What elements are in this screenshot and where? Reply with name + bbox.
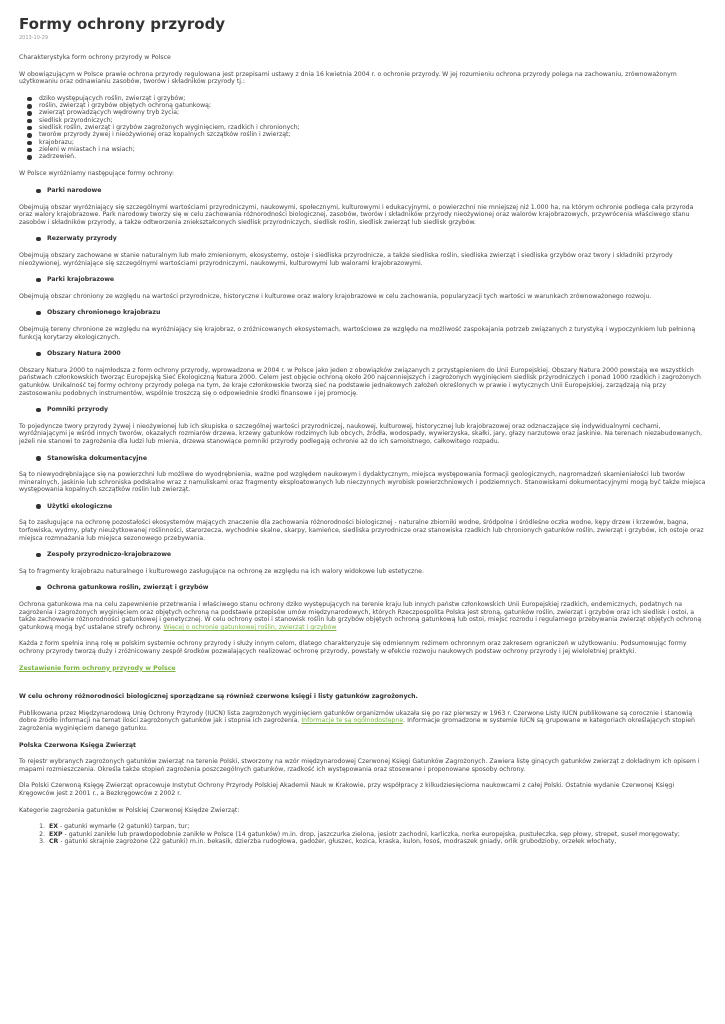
category-code: CR [49, 838, 59, 846]
polish-book-paragraph: To rejestr wybranych zagrożonych gatunków zwierząt na terenie Polski, stworzony na wzór międzynarodowej Czerwonej Księgi Gatunków Zagrożonych. Zawiera listę ginących gatunków zwierząt z dokładnym ich opisem i mapami rozmieszczenia. Określa także stopień zagrożenia poszczególnych gatunków, rzadkość ich występowania oraz stosowane i proponowane sposoby ochrony. [19, 758, 700, 773]
forms-sections [19, 187, 707, 631]
section-text [19, 204, 707, 227]
article-subtitle: Charakterystyka form ochrony przyrody w Polsce [19, 54, 171, 61]
page-title: Formy ochrony przyrody [19, 15, 226, 33]
category-description: - gatunki wymarłe (2 gatunki) tarpan, tur; [58, 823, 190, 831]
categories-intro: Kategorie zagrożenia gatunków w Polskiej Czerwonej Księdze Zwierząt: [19, 806, 240, 814]
red-book-heading: W celu ochrony różnorodności biologicznej sporządzane są również czerwone księgi i listy gatunków zagrożonych. [19, 693, 418, 701]
section-heading: Obszary chronionego krajobrazu [19, 309, 707, 317]
section-text-body: Obejmują obszary zachowane w stanie naturalnym lub mało zmienionym, ekosystemy, ostoje i siedliska przyrodnicze, a także siedliska roślin, siedliska zwierząt i siedliska grzybów oraz twory i składniki przyrody nieożywionej, wyróżniające się szczególnymi wartościami przyrodniczymi, naukowymi, kulturowymi lub walorami krajobrazowymi. [19, 252, 673, 267]
iucn-link[interactable]: Informacje te są ogólnodostępne [301, 717, 404, 725]
list-item: zwierząt prowadzących wędrowny tryb życia; [39, 109, 707, 116]
list-item: zadrzewień. [39, 153, 707, 160]
category-code: EX [49, 823, 58, 831]
list-item: dziko występujących roślin, zwierząt i grzybów; [39, 95, 707, 102]
section-text [19, 326, 707, 341]
summary-link[interactable]: Zestawienie form ochrony przyrody w Polsce [19, 664, 176, 672]
section-text-body: Ochrona gatunkowa ma na celu zapewnienie przetrwania i właściwego stanu ochrony dziko występujących na terenie kraju lub innych państw członkowskich Unii Europejskiej rzadkich, endemicznych, podatnych na zagrożenia i zagrożonych wyginięciem oraz objętych ochroną na podstawie przepisów umów międzynarodowych, których Rzeczpospolita Polska jest stroną, gatunków roślin, zwierząt i grzybów oraz ich siedlisk i ostoi, a także zachowanie różnorodności gatunkowej i genetycznej. W celu ochrony ostoi i stanowisk roślin lub grzybów objętych ochroną gatunkową lub ostoi, miejsc rozrodu i regularnego przebywania zwierząt objętych ochroną gatunkową mogą być ustalane strefy ochrony. [19, 601, 702, 631]
list-item: siedlisk przyrodniczych; [39, 117, 707, 124]
section-text-body: Obszary Natura 2000 to najmłodsza z form ochrony przyrody, wprowadzona w 2004 r. w Polsce jako jeden z obowiązków związanych z przystąpieniem do Unii Europejskiej. Obszary Natura 2000 powstają we wszystkich państwach członkowskich tworząc Europejską Sieć Ekologiczną Natura 2000. Celem jest objęcie ochroną około 200 najcenniejszych i zagrożonych wyginięciem siedlisk przyrodniczych i ponad 1000 rzadkich i zagrożonych gatunków. Unikalność tej formy ochrony przyrody polega na tym, że kraje członkowskie tworzą sieć na podstawie jednakowych założeń określonych w prawie i wytycznych Unii Europejskiej, zarządzają nią przy zastosowaniu podobnych instrumentów, wspólnie troszczą się o odpowiednie środki finansowe i jej promocję. [19, 366, 701, 397]
protected-resources-list [19, 95, 707, 161]
section-text-body: Są to zasługujące na ochronę pozostałości ekosystemów mających znaczenie dla zachowania różnorodności biologicznej - naturalne zbiorniki wodne, śródpolne i śródleśne oczka wodne, kępy drzew i krzewów, bagna, torfowiska, wydmy, płaty nieużytkowanej roślinności, starorzecza, wychodnie skalne, skarpy, kamieńce, siedliska przyrodnicze oraz stanowiska rzadkich lub chronionych gatunków roślin, zwierząt i grzybów, ich ostoje oraz miejsca rozmnażania lub miejsca sezonowego przebywania. [19, 519, 704, 542]
red-book-text-2: . Informacje gromadzone w systemie IUCN są grupowane w kategoriach określających stopień zagrożenia wyginięciem danego gatunku. [19, 717, 695, 732]
section-text [19, 471, 707, 494]
list-item: siedlisk roślin, zwierząt i grzybów zagrożonych wyginięciem, rzadkich i chronionych; [39, 124, 707, 131]
section-text-body: Są to fragmenty krajobrazu naturalnego i kulturowego zasługujące na ochronę ze względu na ich walory widokowe lub estetyczne. [19, 567, 424, 575]
polish-book-heading: Polska Czerwona Księga Zwierząt [19, 741, 136, 749]
publish-date: 2013-10-29 [19, 35, 49, 41]
red-book-text-1: Publikowana przez Międzynarodową Unię Ochrony Przyrody (IUCN) lista zagrożonych wyginięciem gatunków organizmów ukazała się po raz pierwszy w 1963 r. Czerwone Listy IUCN publikowane są corocznie i stanowią dobre źródło informacji na temat ilości zagrożonych gatunków jak i stopnia ich zagrożenia. [19, 709, 693, 725]
category-item [47, 823, 707, 831]
list-item: zieleni w miastach i na wsiach; [39, 146, 707, 153]
section-text-body: Są to niewyodrębniające się na powierzchni lub możliwe do wyodrębnienia, ważne pod względem naukowym i dydaktycznym, miejsca występowania formacji geologicznych, nagromadzeń skamieniałości lub tworów mineralnych, jaskinie lub schroniska podskalne wraz z namuliskami oraz fragmenty eksploatowanych lub nieczynnych wyrobisk powierzchniowych i podziemnych. Stanowiskami dokumentacyjnymi mogą być także miejsca występowania kopalnych szczątków roślin lub zwierząt. [19, 471, 706, 494]
section-heading: Zespoły przyrodniczo-krajobrazowe [19, 551, 707, 559]
section-heading: Obszary Natura 2000 [19, 350, 707, 358]
section-text [19, 252, 707, 267]
section-text [19, 293, 707, 301]
intro-paragraph: W obowiązującym w Polsce prawie ochrona przyrody regulowana jest przepisami ustawy z dnia 16 kwietnia 2004 r. o ochronie przyrody. W jej rozumieniu ochrona przyrody polega na zachowaniu, zrównoważonym użytkowaniu oraz odnawianiu zasobów, tworów i składników przyrody tj.: [19, 70, 677, 86]
section-heading: Ochrona gatunkowa roślin, zwierząt i grzybów [19, 584, 707, 592]
species-protection-link[interactable]: Więcej o ochronie gatunkowej roślin, zwierząt i grzybów [163, 623, 337, 631]
summary-link-row [19, 665, 707, 673]
category-description: - gatunki zanikłe lub prawdopodobnie zanikłe w Polsce (14 gatunków) m.in. drop, jaszczurka zielona, jesiotr zachodni, karliczka, norka europejska, pustułeczka, sęp płowy, strepet, suseł moręgowaty; [62, 830, 680, 838]
category-description: - gatunki skrajnie zagrożone (22 gatunki) m.in. bekasik, dzierzba rudogłowa, gadożer, głuszec, kozica, kraska, kulon, łosoś, modraszek gniady, orlik grubodzioby, orzełek włochaty, [58, 838, 617, 846]
section-text [19, 568, 707, 576]
forms-intro: W Polsce wyróżniamy następujące formy ochrony: [19, 170, 175, 178]
section-text [19, 601, 707, 631]
category-item [47, 838, 707, 846]
section-heading: Rezerwaty przyrody [19, 235, 707, 243]
section-text-body: Obejmują obszar chroniony ze względu na wartości przyrodnicze, historyczne i kulturowe oraz walory krajobrazowe w celu zachowania, popularyzacji tych wartości w warunkach zrównoważonego rozwoju. [19, 292, 652, 300]
section-text [19, 367, 707, 397]
section-text-body: Obejmują obszar wyróżniający się szczególnymi wartościami przyrodniczymi, naukowymi, społecznymi, kulturowymi i edukacyjnymi, o powierzchni nie mniejszej niż 1.000 ha, na którym ochronie podlega cała przyroda oraz walory krajobrazowe. Park narodowy tworzy się w celu zachowania różnorodności biologicznej, zasobów, tworów i składników przyrody nieożywionej oraz walorów krajobrazowych, przywrócenia właściwego stanu zasobów i składników przyrody, a także odtworzenia zniekształconych siedlisk przyrodniczych, siedlisk roślin, siedlisk zwierząt lub siedlisk grzybów. [19, 203, 694, 226]
polish-book-paragraph-2: Dla Polski Czerwoną Księgę Zwierząt opracowuje Instytut Ochrony Przyrody Polskiej Akademii Nauk w Krakowie, przy współpracy z kilkudziesięcioma naukowcami z całej Polski. Ostatnie wydanie Czerwonej Księgi Kręgowców jest z 2001 r., a Bezkręgowców z 2002 r. [19, 782, 675, 797]
section-text [19, 519, 707, 542]
list-item: roślin, zwierząt i grzybów objętych ochroną gatunkową; [39, 102, 707, 109]
section-text-body: Obejmują tereny chronione ze względu na wyróżniający się krajobraz, o zróżnicowanych ekosystemach, wartościowe ze względu na możliwość zaspokajania potrzeb związanych z turystyką i wypoczynkiem lub pełnioną funkcją korytarzy ekologicznych. [19, 325, 696, 341]
category-code: EXP [49, 830, 63, 838]
section-heading: Stanowiska dokumentacyjne [19, 455, 707, 463]
section-heading: Użytki ekologiczne [19, 503, 707, 511]
closing-paragraph: Każda z form spełnia inną rolę w polskim systemie ochrony przyrody i służy innym celom, dlatego charakteryzuje się odmiennym reżimem ochronnym oraz zakresem ograniczeń w użytkowaniu. Podsumowując formy ochrony przyrody tworzą duży i zróżnicowany zespół środków pozwalających realizować ochronę przyrody, powstały w efekcie rozwoju naukowych podstaw ochrony przyrody i jej wieloletniej praktyki. [19, 640, 687, 656]
list-item: tworów przyrody żywej i nieożywionej oraz kopalnych szczątków roślin i zwierząt; [39, 131, 707, 138]
red-book-paragraph [19, 710, 707, 733]
section-heading: Parki krajobrazowe [19, 276, 707, 284]
categories-list [19, 823, 707, 846]
section-text-body: To pojedyncze twory przyrody żywej i nieożywionej lub ich skupiska o szczególnej wartości przyrodniczej, naukowej, kulturowej, historycznej lub krajobrazowej oraz odznaczające się indywidualnymi cechami, wyróżniającymi je wśród innych tworów, okazałych rozmiarów drzewa, krzewy gatunków rodzimych lub obcych, źródła, wodospady, wywierzyska, skałki, jary, głazy narzutowe oraz jaskinie. Na terenach niezabudowanych, jeżeli nie stanowi to zagrożenia dla ludzi lub mienia, drzewa stanowiące pomniki przyrody podlegają ochronie aż do ich samoistnego, całkowitego rozpadu. [19, 422, 703, 445]
section-heading: Parki narodowe [19, 187, 707, 195]
section-text [19, 423, 707, 446]
section-heading: Pomniki przyrody [19, 406, 707, 414]
list-item: krajobrazu; [39, 139, 707, 146]
